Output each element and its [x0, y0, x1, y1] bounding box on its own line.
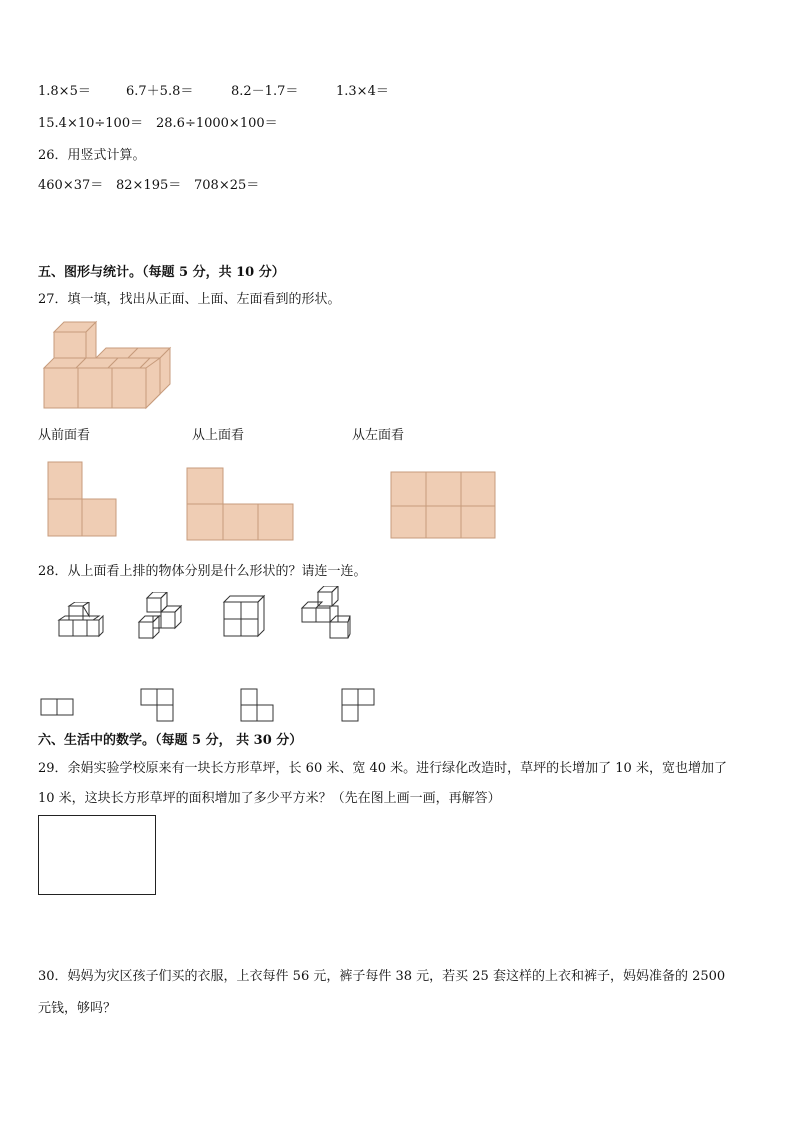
view-label-top: 从上面看	[192, 428, 245, 443]
q28-shape-3	[240, 688, 276, 724]
q27-title: 27．填一填，找出从正面、上面、左面看到的形状。	[38, 292, 341, 307]
exercise-5: 15.4×10÷100＝	[38, 116, 144, 131]
left-view-shape	[390, 471, 498, 541]
section6-heading: 六、生活中的数学。（每题 5 分， 共 30 分）	[38, 733, 303, 748]
q26-item-2: 82×195＝	[116, 178, 182, 193]
exercise-2: 6.7＋5.8＝	[126, 84, 194, 99]
q26-title: 26．用竖式计算。	[38, 148, 146, 163]
exercise-6: 28.6÷1000×100＝	[156, 116, 278, 131]
exercise-1: 1.8×5＝	[38, 84, 91, 99]
q30-line-1: 30．妈妈为灾区孩子们买的衣服，上衣每件 56 元，裤子每件 38 元，若买 25 套这样的上衣和裤子，妈妈准备的 2500	[38, 969, 726, 984]
exercise-3: 8.2－1.7＝	[231, 84, 299, 99]
q29-line-2: 10 米，这块长方形草坪的面积增加了多少平方米？（先在图上画一画，再解答）	[38, 791, 501, 806]
q26-item-1: 460×37＝	[38, 178, 104, 193]
q28-shape-4	[341, 688, 377, 724]
exercise-4: 1.3×4＝	[336, 84, 389, 99]
top-view-shape	[186, 467, 296, 543]
view-label-front: 从前面看	[38, 428, 91, 443]
q28-object-4	[298, 586, 354, 642]
q28-shape-1	[40, 698, 76, 718]
q28-object-1	[55, 602, 105, 642]
q26-item-3: 708×25＝	[194, 178, 260, 193]
q27-cube-stack	[40, 318, 172, 414]
front-view-shape	[47, 461, 119, 539]
q28-object-3	[218, 594, 270, 640]
q28-shape-2	[140, 688, 176, 724]
q29-line-1: 29．余娟实验学校原来有一块长方形草坪，长 60 米、宽 40 米。进行绿化改造时，草坪的长增加了 10 米，宽也增加了	[38, 761, 727, 776]
q30-line-2: 元钱，够吗？	[38, 1001, 117, 1016]
q28-title: 28．从上面看上排的物体分别是什么形状的？请连一连。	[38, 564, 367, 579]
view-label-left: 从左面看	[352, 428, 405, 443]
q29-lawn-rectangle	[38, 815, 156, 895]
q28-object-2	[135, 592, 189, 644]
section5-heading: 五、图形与统计。（每题 5 分，共 10 分）	[38, 265, 285, 280]
